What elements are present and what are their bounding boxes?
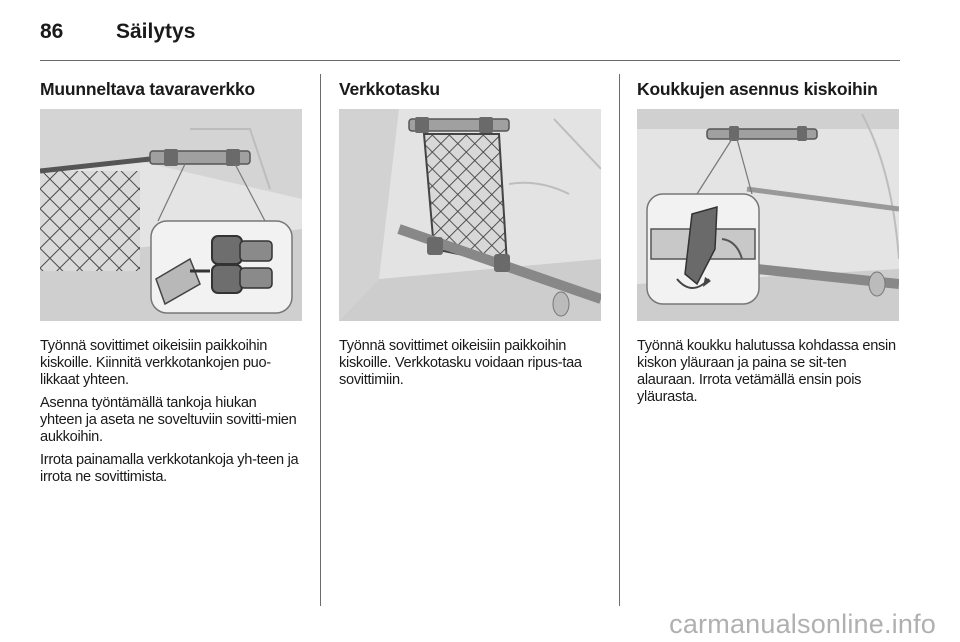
column-divider [619, 74, 620, 606]
section-variable-cargo-net [40, 74, 302, 492]
paragraph: Työnnä sovittimet oikeisiin paikkoihin kiskoille. Kiinnitä verkkotankojen puo-likkaat yhteen. [40, 338, 271, 388]
paragraph: Työnnä sovittimet oikeisiin paikkoihin kiskoille. Verkkotasku voidaan ripus-taa sovittimiin. [339, 338, 582, 388]
page-number: 86 [40, 20, 64, 43]
section-hook-installation [637, 74, 899, 412]
hook-installation-illustration [637, 109, 899, 321]
paragraph: Irrota painamalla verkkotankoja yh-teen ja irrota ne sovittimista. [40, 452, 299, 485]
chapter-title: Säilytys [116, 20, 196, 43]
watermark: carmanualsonline.info [669, 609, 936, 639]
column-divider [320, 74, 321, 606]
section-title: Muunneltava tavaraverkko [40, 79, 256, 99]
paragraph: Asenna työntämällä tankoja hiukan yhteen ja aseta ne soveltuviin sovitti-mien aukkoihin. [40, 395, 297, 445]
net-pocket-illustration [339, 109, 601, 321]
cargo-net-illustration [40, 109, 302, 321]
header-rule [40, 60, 900, 61]
section-title: Koukkujen asennus kiskoihin [637, 79, 878, 99]
section-title: Verkkotasku [339, 79, 440, 99]
paragraph: Työnnä koukku halutussa kohdassa ensin kiskon yläuraan ja paina se sit-ten alauraan. Irrota vetämällä ensin pois yläurasta. [637, 338, 896, 405]
section-net-pocket [339, 74, 601, 395]
